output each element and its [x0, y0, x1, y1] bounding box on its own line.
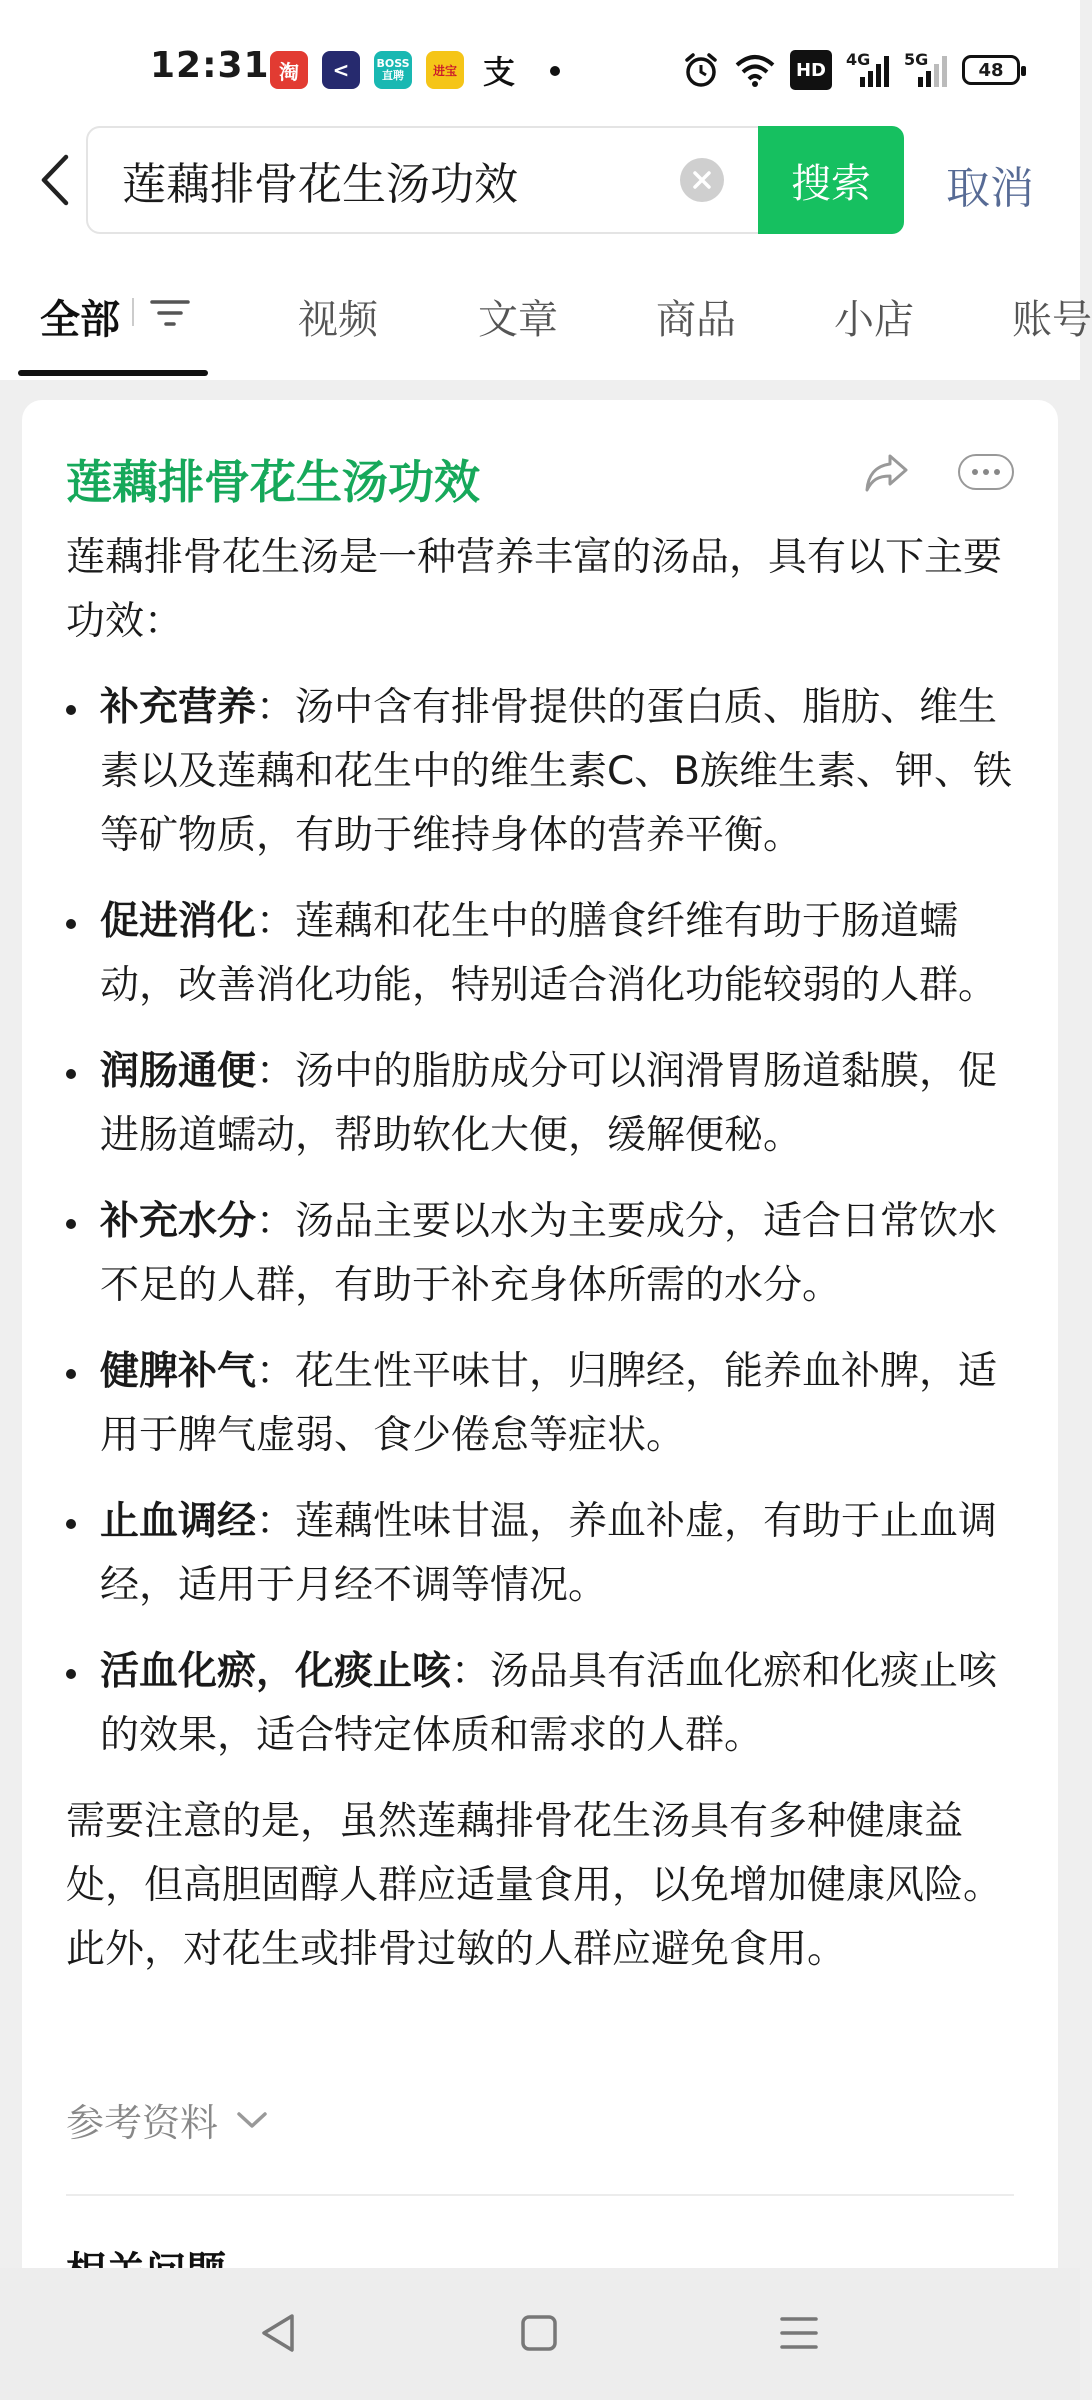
- bullet-text: ：莲藕性味甘温，养血补虚，有助于止血调经，适用于月经不调等情况。: [100, 1499, 998, 1608]
- search-button[interactable]: 搜索: [758, 126, 904, 234]
- search-header: [0, 120, 1080, 240]
- back-button[interactable]: [30, 150, 80, 210]
- active-tab-indicator: [18, 370, 208, 376]
- card-title: 莲藕排骨花生汤功效: [66, 455, 480, 509]
- list-item: [66, 1190, 1026, 1318]
- bullet-term: 补充营养: [100, 685, 257, 730]
- bullet-text: ：汤品具有活血化瘀和化痰止咳的效果，适合特定体质和需求的人群。: [100, 1649, 998, 1758]
- menu-lines-icon[interactable]: [774, 2308, 824, 2358]
- back-triangle-icon[interactable]: [254, 2308, 304, 2358]
- boss-zhipin-icon: BOSS直聘: [374, 51, 412, 89]
- tab-shops[interactable]: 小店: [834, 297, 914, 343]
- status-indicators: [682, 48, 1020, 92]
- battery-icon: 48: [962, 55, 1020, 85]
- references-toggle[interactable]: [66, 2092, 268, 2147]
- section-divider: [66, 2194, 1014, 2196]
- list-item: [66, 676, 1026, 868]
- category-tabs: [0, 240, 1092, 380]
- network-label-4g: 4G: [846, 50, 871, 69]
- status-time: 12:31: [150, 45, 270, 86]
- alipay-icon: 支: [482, 53, 515, 91]
- list-item: [66, 1040, 1026, 1168]
- benefit-list: [66, 676, 1026, 1768]
- list-item: [66, 890, 1026, 1018]
- cancel-button[interactable]: 取消: [946, 163, 1034, 214]
- home-square-icon[interactable]: [514, 2308, 564, 2358]
- tab-accounts[interactable]: 账号: [1012, 297, 1092, 343]
- list-item: [66, 1340, 1026, 1468]
- bullet-text: ：汤中的脂肪成分可以润滑胃肠道黏膜，促进肠道蠕动，帮助软化大便，缓解便秘。: [100, 1049, 998, 1158]
- tab-all[interactable]: 全部: [40, 297, 120, 343]
- status-bar: [0, 0, 1080, 120]
- list-item: [66, 1640, 1026, 1768]
- tab-video[interactable]: 视频: [298, 297, 378, 343]
- share-icon[interactable]: [862, 448, 912, 498]
- clear-icon[interactable]: [680, 158, 724, 202]
- yellow-app-icon: 进宝: [426, 51, 464, 89]
- answer-intro: 莲藕排骨花生汤是一种营养丰富的汤品，具有以下主要功效：: [66, 535, 1003, 644]
- bullet-term: 止血调经: [100, 1499, 257, 1544]
- bullet-text: ：汤中含有排骨提供的蛋白质、脂肪、维生素以及莲藕和花生中的维生素C、B族维生素、钾、铁等矿物质，有助于维持身体的营养平衡。: [100, 685, 1012, 858]
- network-label-5g: 5G: [904, 50, 929, 69]
- filter-icon[interactable]: [150, 296, 190, 330]
- back-arrow-icon: [40, 154, 70, 206]
- bullet-term: 健脾补气: [100, 1349, 257, 1394]
- tab-divider: [132, 298, 134, 326]
- answer-content: [66, 526, 1026, 1982]
- list-item: [66, 1490, 1026, 1618]
- notification-dot-icon: [550, 66, 560, 76]
- tab-products[interactable]: 商品: [656, 297, 736, 343]
- answer-note: 需要注意的是，虽然莲藕排骨花生汤具有多种健康益处，但高胆固醇人群应适量食用，以免增加健康风险。此外，对花生或排骨过敏的人群应避免食用。: [66, 1799, 1003, 1972]
- bullet-term: 促进消化: [100, 899, 257, 944]
- signal-5g-icon: [904, 50, 948, 90]
- alarm-icon: [682, 50, 720, 90]
- bullet-text: ：汤品主要以水为主要成分，适合日常饮水不足的人群，有助于补充身体所需的水分。: [100, 1199, 998, 1308]
- bullet-text: ：花生性平味甘，归脾经，能养血补脾，适用于脾气虚弱、食少倦怠等症状。: [100, 1349, 998, 1458]
- bullet-text: ：莲藕和花生中的膳食纤维有助于肠道蠕动，改善消化功能，特别适合消化功能较弱的人群。: [100, 899, 998, 1008]
- taobao-icon: 淘: [270, 51, 308, 89]
- tab-articles[interactable]: 文章: [478, 297, 558, 343]
- bullet-term: 活血化瘀，化痰止咳: [100, 1649, 452, 1694]
- wifi-icon: [734, 50, 776, 90]
- search-box: [86, 126, 902, 234]
- search-input[interactable]: [88, 128, 728, 232]
- system-navigation-bar: [0, 2268, 1080, 2400]
- chevron-down-icon: [236, 2110, 268, 2130]
- bullet-term: 补充水分: [100, 1199, 257, 1244]
- ai-answer-card: [22, 400, 1058, 2300]
- bullet-term: 润肠通便: [100, 1049, 257, 1094]
- signal-4g-icon: [846, 50, 890, 90]
- arrow-app-icon: <: [322, 51, 360, 89]
- references-label: 参考资料: [66, 2101, 219, 2145]
- hd-badge: HD: [790, 50, 832, 90]
- more-options-button[interactable]: [958, 454, 1014, 490]
